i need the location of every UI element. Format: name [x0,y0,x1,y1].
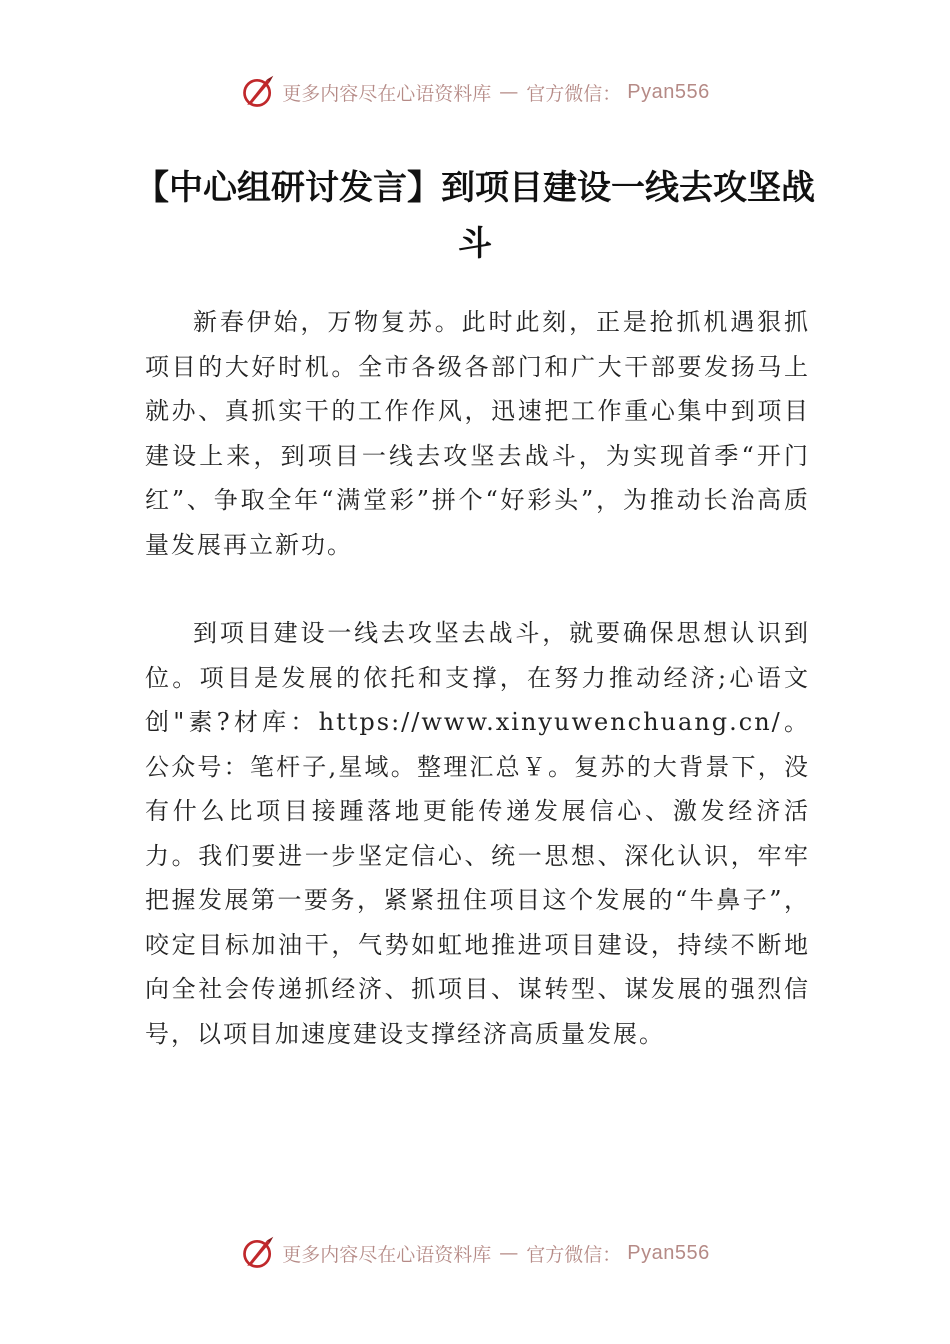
quill-logo-icon [240,1235,276,1271]
header-banner [0,72,950,112]
header-wechat-id: Pyan556 [627,80,710,103]
header-separator: — [499,81,519,103]
quill-logo-icon [240,74,276,110]
document-title: 【中心组研讨发言】到项目建设一线去攻坚战斗 [135,168,815,264]
footer-wechat-label: 官方微信： [526,1243,622,1266]
header-wechat-label: 官方微信： [526,82,622,105]
footer-banner [0,1233,950,1273]
paragraph: 新春伊始，万物复苏。此时此刻，正是抢抓机遇狠抓项目的大好时机。全市各级各部门和广大干部要发扬马上就办、真抓实干的工作作风，迅速把工作重心集中到项目建设上来，到项目一线去攻坚去战斗，为实现首季“开门红”、争取全年“满堂彩”拼个“好彩头”，为推动长治高质量发展再立新功。 [145,308,810,559]
paragraph: 到项目建设一线去攻坚去战斗，就要确保思想认识到位。项目是发展的依托和支撑，在努力推动经济;心语文创"素?材库：https://www.xinyuwenchuang.cn/。公众号：笔杆子,星域。整理汇总￥。复苏的大背景下，没有什么比项目接踵落地更能传递发展信心、激发经济活力。我们要进一步坚定信心、统一思想、深化认识，牢牢把握发展第一要务，紧紧扭住项目这个发展的“牛鼻子”，咬定目标加油干，气势如虹地推进项目建设，持续不断地向全社会传递抓经济、抓项目、谋转型、谋发展的强烈信号，以项目加速度建设支撑经济高质量发展。 [145,619,810,1048]
footer-wechat-id: Pyan556 [627,1241,710,1264]
footer-promo-text: 更多内容尽在心语资料库 [282,1243,492,1266]
document-body [145,300,810,1056]
header-promo-text: 更多内容尽在心语资料库 [282,82,492,105]
footer-separator: — [499,1242,519,1264]
